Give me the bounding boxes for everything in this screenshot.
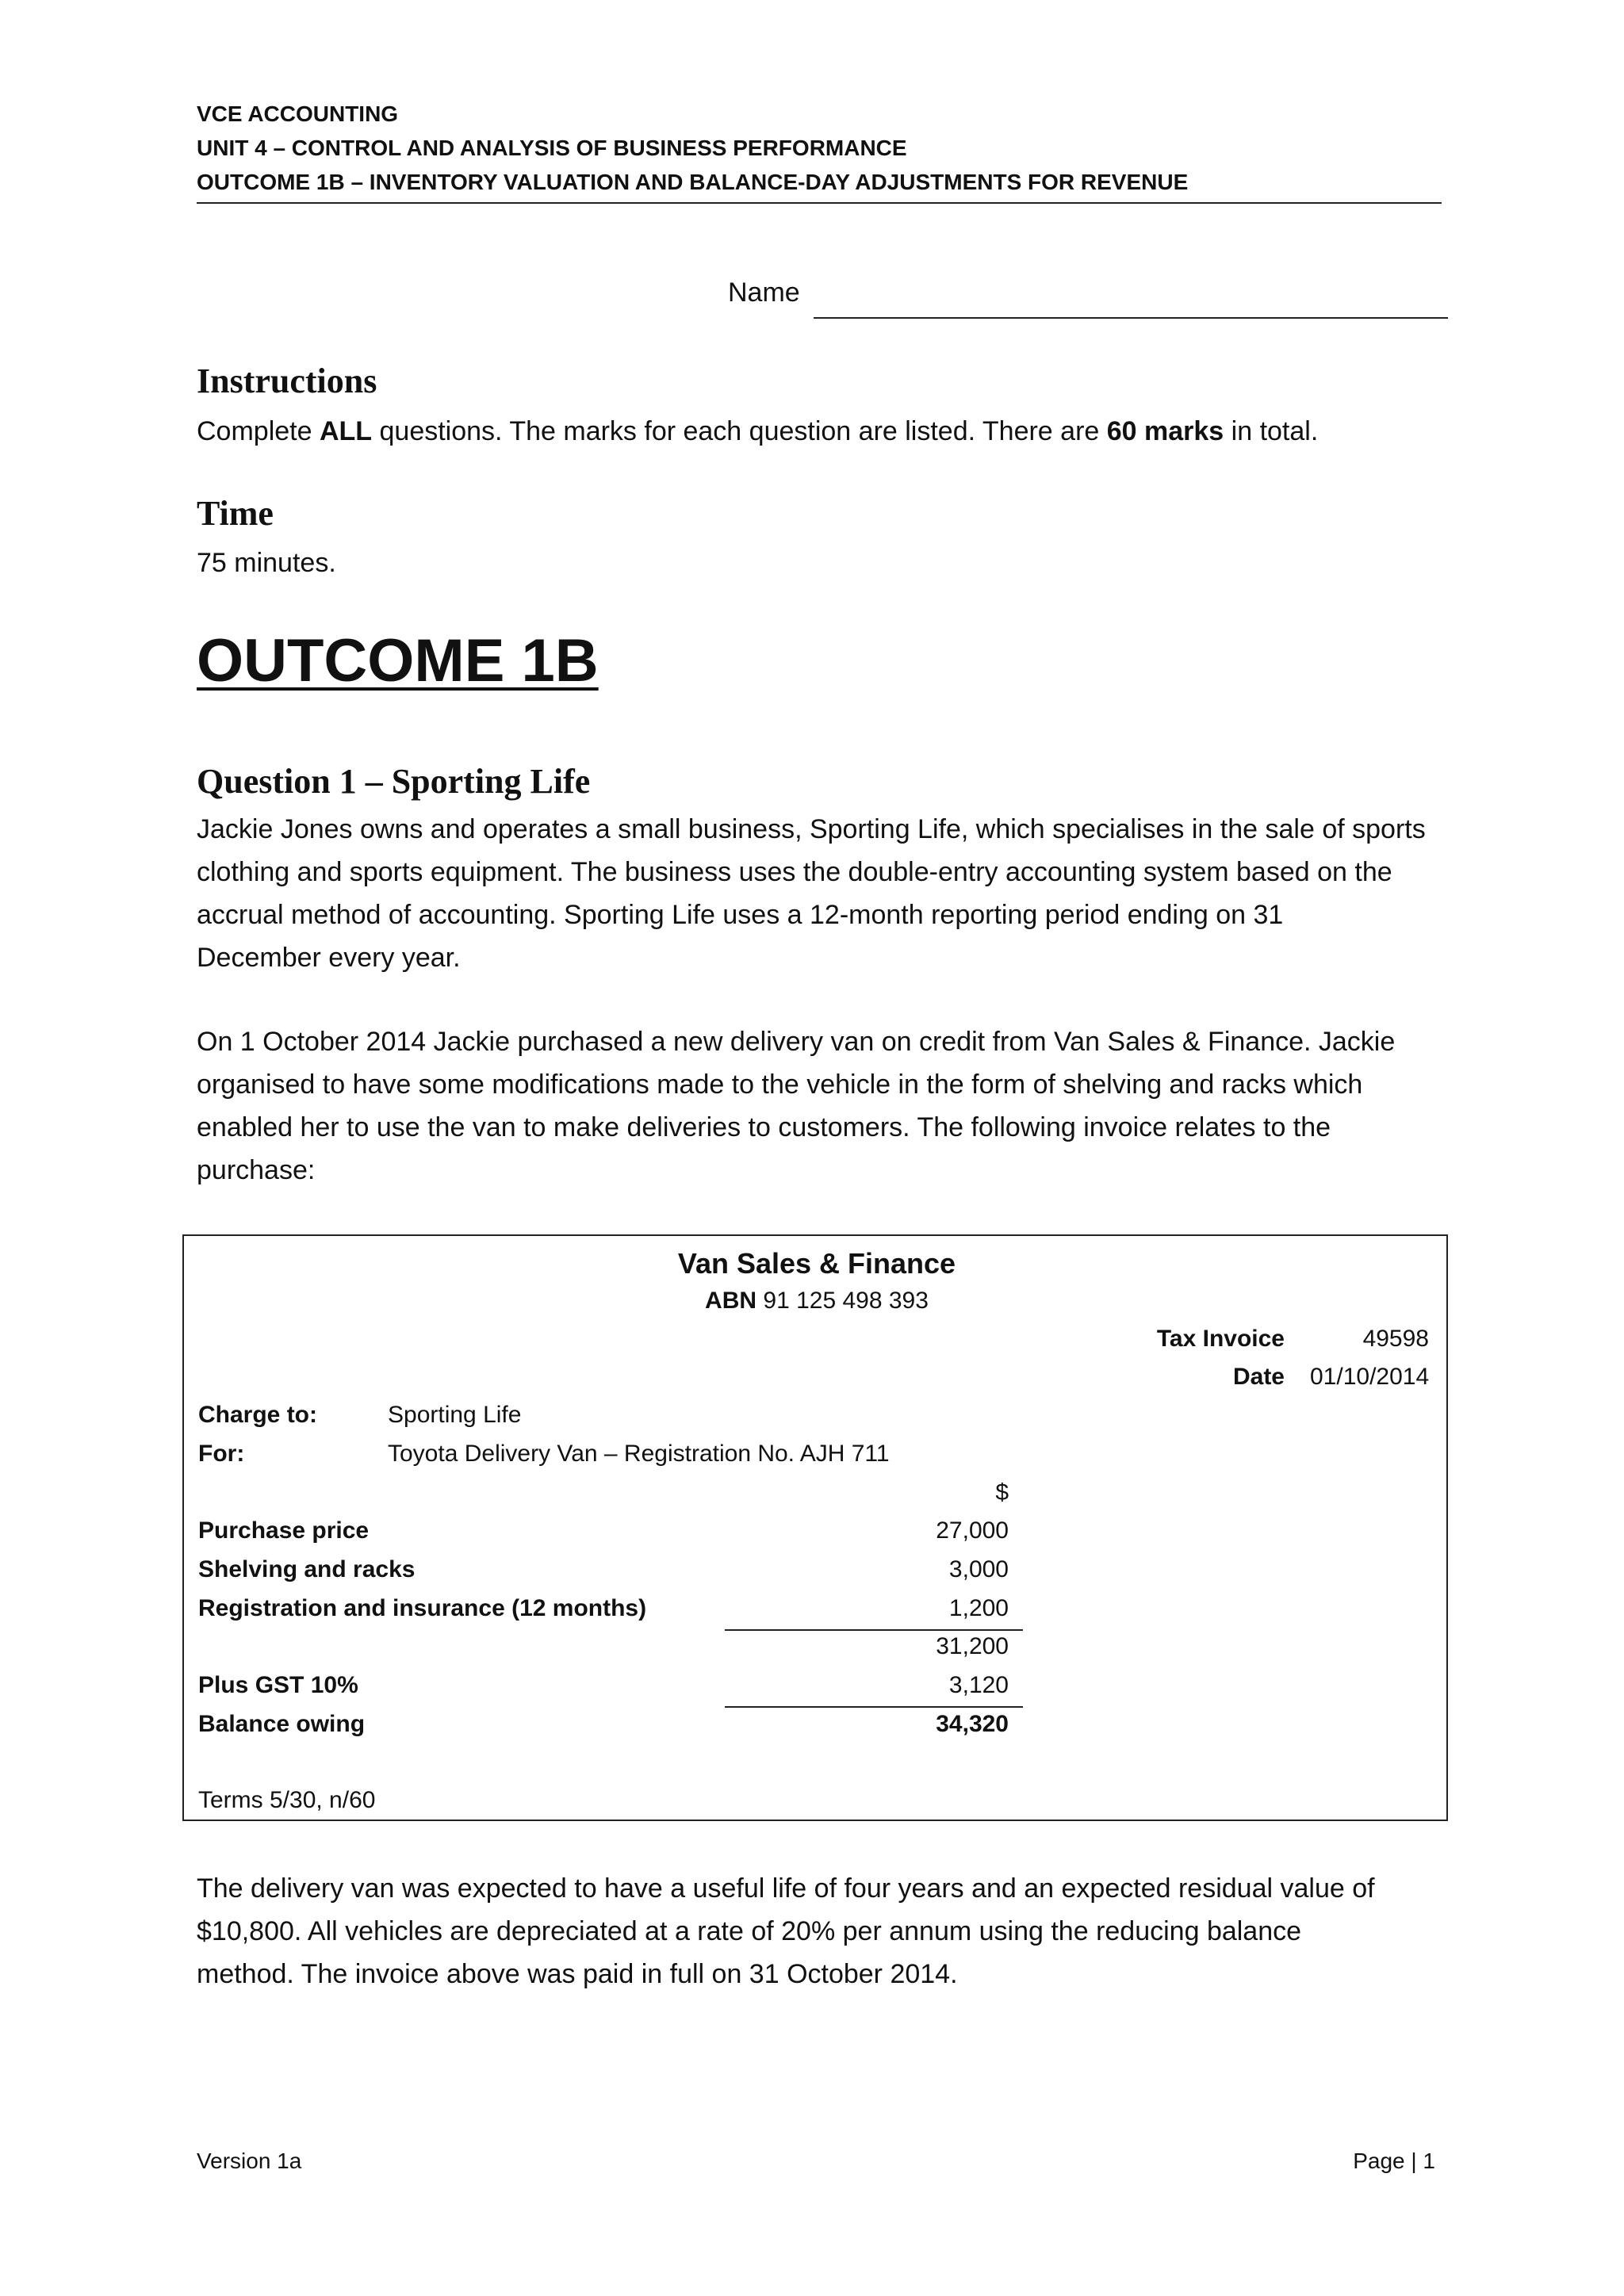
question-1-paragraph-3 xyxy=(197,1867,1450,1996)
paragraph-line: The delivery van was expected to have a useful life of four years and an expected residual value of xyxy=(197,1873,1375,1904)
item-amount: 1,200 xyxy=(948,1595,1009,1621)
instructions-text-a: Complete xyxy=(197,416,320,446)
name-label: Name xyxy=(728,277,800,308)
paragraph-line: enabled her to use the van to make deliveries to customers. The following invoice relates to the xyxy=(197,1112,1331,1142)
footer-version: Version 1a xyxy=(197,2149,302,2173)
paragraph-line: accrual method of accounting. Sporting Life uses a 12-month reporting period ending on 31 xyxy=(197,900,1284,930)
document-header xyxy=(197,97,1442,204)
invoice-abn xyxy=(184,1285,1450,1317)
instructions-text-all: ALL xyxy=(319,416,373,446)
header-line-1: VCE ACCOUNTING xyxy=(197,101,399,126)
charge-to-label: Charge to: xyxy=(198,1402,317,1428)
paragraph-line: On 1 October 2014 Jackie purchased a new delivery van on credit from Van Sales & Finance. Jackie xyxy=(197,1027,1396,1057)
abn-label: ABN xyxy=(705,1288,757,1314)
instructions-text-e: in total. xyxy=(1224,416,1319,446)
date-label: Date xyxy=(1232,1364,1285,1390)
question-1-paragraph-2 xyxy=(197,1020,1450,1192)
invoice-date: 01/10/2014 xyxy=(1310,1364,1430,1390)
instructions-heading: Instructions xyxy=(197,362,377,400)
time-heading: Time xyxy=(197,494,274,533)
header-line-3: OUTCOME 1B – INVENTORY VALUATION AND BALANCE-DAY ADJUSTMENTS FOR REVENUE xyxy=(197,170,1189,194)
item-label: Registration and insurance (12 months) xyxy=(198,1595,647,1621)
name-field-line[interactable] xyxy=(814,317,1448,319)
invoice-terms: Terms 5/30, n/60 xyxy=(198,1787,376,1813)
paragraph-line: Jackie Jones owns and operates a small business, Sporting Life, which specialises in the sale of sports xyxy=(197,814,1426,844)
invoice-company: Van Sales & Finance xyxy=(677,1247,956,1280)
item-amount: 27,000 xyxy=(936,1517,1009,1544)
paragraph-line: method. The invoice above was paid in full on 31 October 2014. xyxy=(197,1959,958,1989)
time-value: 75 minutes. xyxy=(197,548,336,578)
instructions-text xyxy=(197,410,1318,453)
item-amount: 3,000 xyxy=(948,1556,1009,1582)
currency-symbol: $ xyxy=(995,1479,1009,1506)
paragraph-line: December every year. xyxy=(197,943,461,973)
paragraph-line: purchase: xyxy=(197,1155,316,1185)
tax-invoice-number: 49598 xyxy=(1362,1326,1429,1352)
question-1-paragraph-1 xyxy=(197,808,1450,979)
for-label: For: xyxy=(198,1441,245,1467)
abn-value: 91 125 498 393 xyxy=(763,1288,929,1314)
paragraph-line: organised to have some modifications made to the vehicle in the form of shelving and racks which xyxy=(197,1070,1363,1100)
outcome-title: OUTCOME 1B xyxy=(197,627,599,695)
subtotal-amount: 31,200 xyxy=(936,1633,1009,1659)
balance-rule xyxy=(725,1706,1023,1708)
gst-label: Plus GST 10% xyxy=(198,1672,358,1698)
tax-invoice-label: Tax Invoice xyxy=(1156,1326,1285,1352)
item-label: Shelving and racks xyxy=(198,1556,416,1582)
header-line-2: UNIT 4 – CONTROL AND ANALYSIS OF BUSINESS PERFORMANCE xyxy=(197,136,907,160)
paragraph-line: $10,800. All vehicles are depreciated at a rate of 20% per annum using the reducing balance xyxy=(197,1916,1302,1946)
invoice-box xyxy=(182,1234,1448,1821)
footer-page-number: Page | 1 xyxy=(1353,2149,1435,2173)
for-value: Toyota Delivery Van – Registration No. AJH 711 xyxy=(388,1441,890,1467)
charge-to-value: Sporting Life xyxy=(388,1402,522,1428)
question-1-heading: Question 1 – Sporting Life xyxy=(197,762,591,801)
paragraph-line: clothing and sports equipment. The business uses the double-entry accounting system based on the xyxy=(197,857,1392,887)
item-label: Purchase price xyxy=(198,1517,370,1544)
instructions-text-c: questions. The marks for each question are listed. There are xyxy=(372,416,1107,446)
balance-label: Balance owing xyxy=(198,1711,366,1737)
instructions-text-marks: 60 marks xyxy=(1106,416,1224,446)
gst-amount: 3,120 xyxy=(948,1672,1009,1698)
balance-amount: 34,320 xyxy=(936,1711,1009,1737)
